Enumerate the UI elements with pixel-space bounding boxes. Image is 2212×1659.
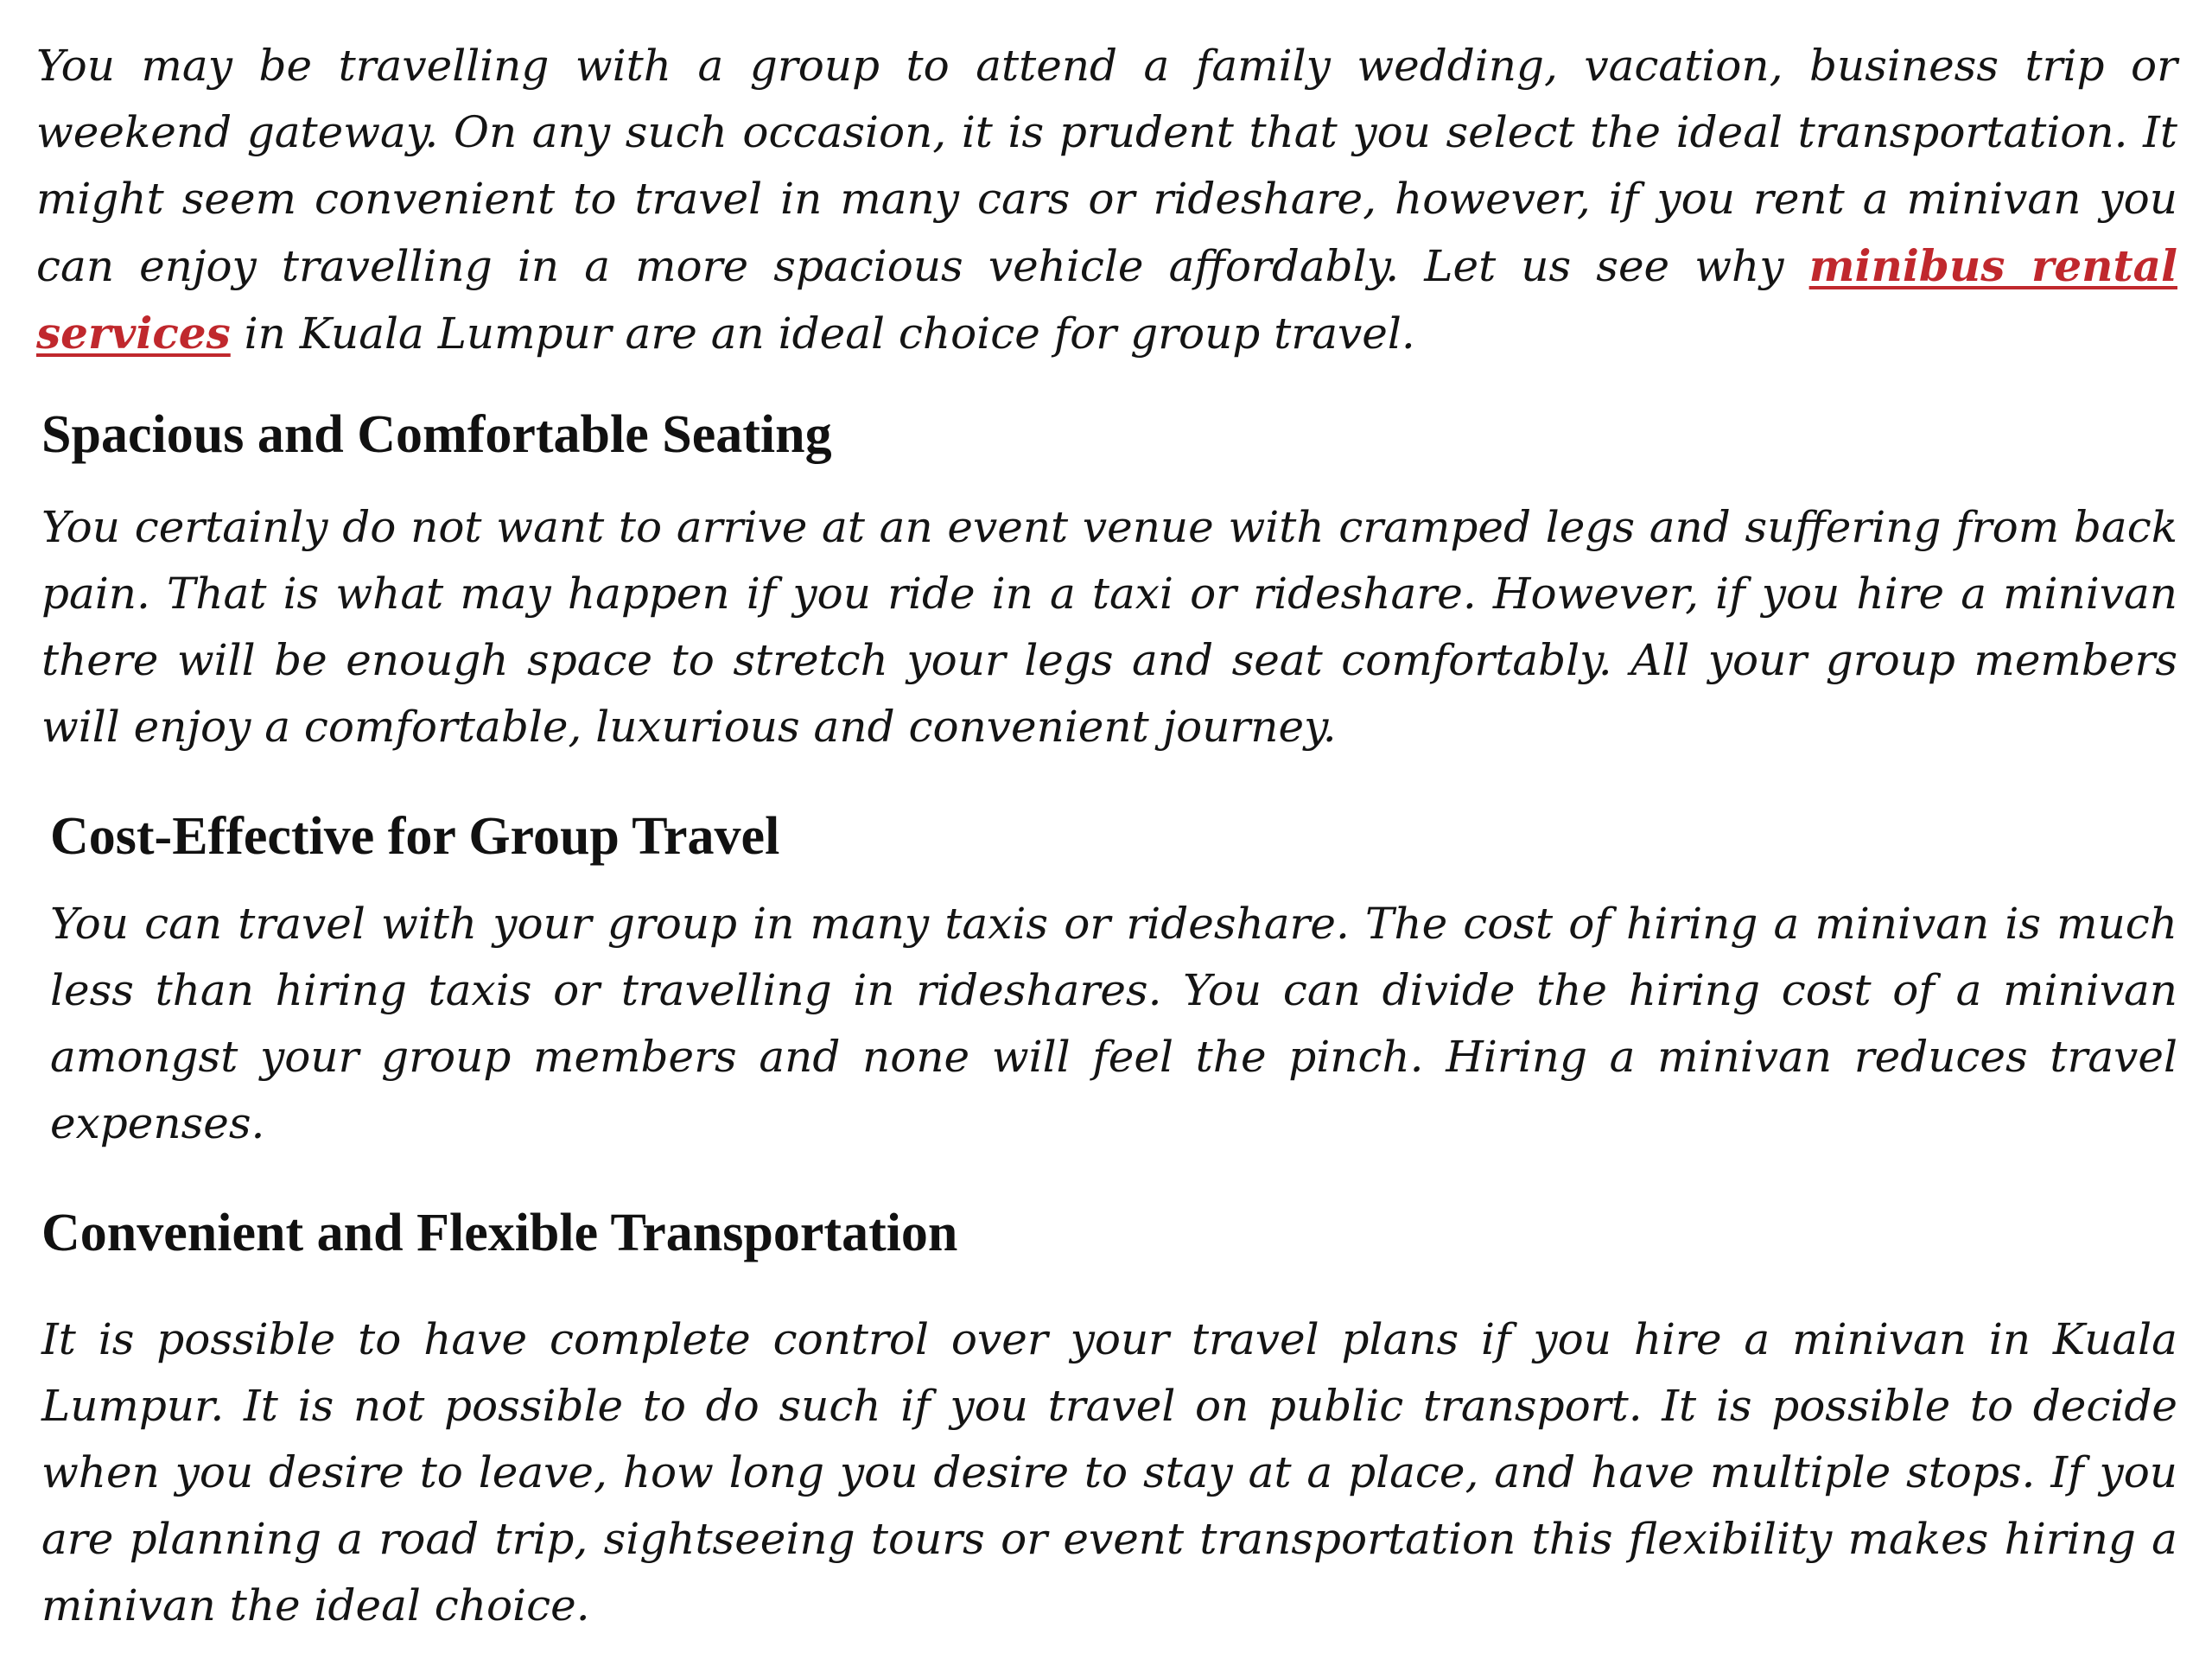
section-heading-spacious-seating: Spacious and Comfortable Seating	[41, 405, 832, 464]
section-body-spacious-seating: You certainly do not want to arrive at an event venue with cramped legs and suffering from back pain. That is what may happen if you ride in a taxi or rideshare. However, if you hire a minivan there will be enough space to stretch your legs and seat comfortably. All your group members will enjoy a comfortable, luxurious and convenient journey.	[41, 502, 2177, 752]
intro-text-after-link: in Kuala Lumpur are an ideal choice for group travel.	[230, 308, 1415, 359]
section-body-cost-effective: You can travel with your group in many taxis or rideshare. The cost of hiring a minivan is much less than hiring taxis or travelling in rideshares. You can divide the hiring cost of a minivan amongst your group members and none will feel the pinch. Hiring a minivan reduces travel expenses.	[50, 899, 2177, 1148]
section-body-flexible-transportation: It is possible to have complete control over your travel plans if you hire a minivan in Kuala Lumpur. It is not possible to do such if you travel on public transport. It is possible to decide when you desire to leave, how long you desire to stay at a place, and have multiple stops. If you are planning a road trip, sightseeing tours or event transportation this flexibility makes hiring a minivan the ideal choice.	[41, 1314, 2177, 1630]
minibus-rental-services-link[interactable]: minibus rental services	[36, 240, 2177, 359]
intro-text-before-link: You may be travelling with a group to attend a family wedding, vacation, business trip or weekend gateway. On any such occasion, it is prudent that you select the ideal transportation. It might seem convenient to travel in many cars or rideshare, however, if you rent a minivan you can enjoy travelling in a more spacious vehicle affordably. Let us see why	[36, 41, 2177, 291]
section-heading-cost-effective: Cost-Effective for Group Travel	[50, 807, 780, 866]
section-heading-flexible-transportation: Convenient and Flexible Transportation	[41, 1204, 958, 1262]
intro-paragraph	[36, 33, 2177, 367]
